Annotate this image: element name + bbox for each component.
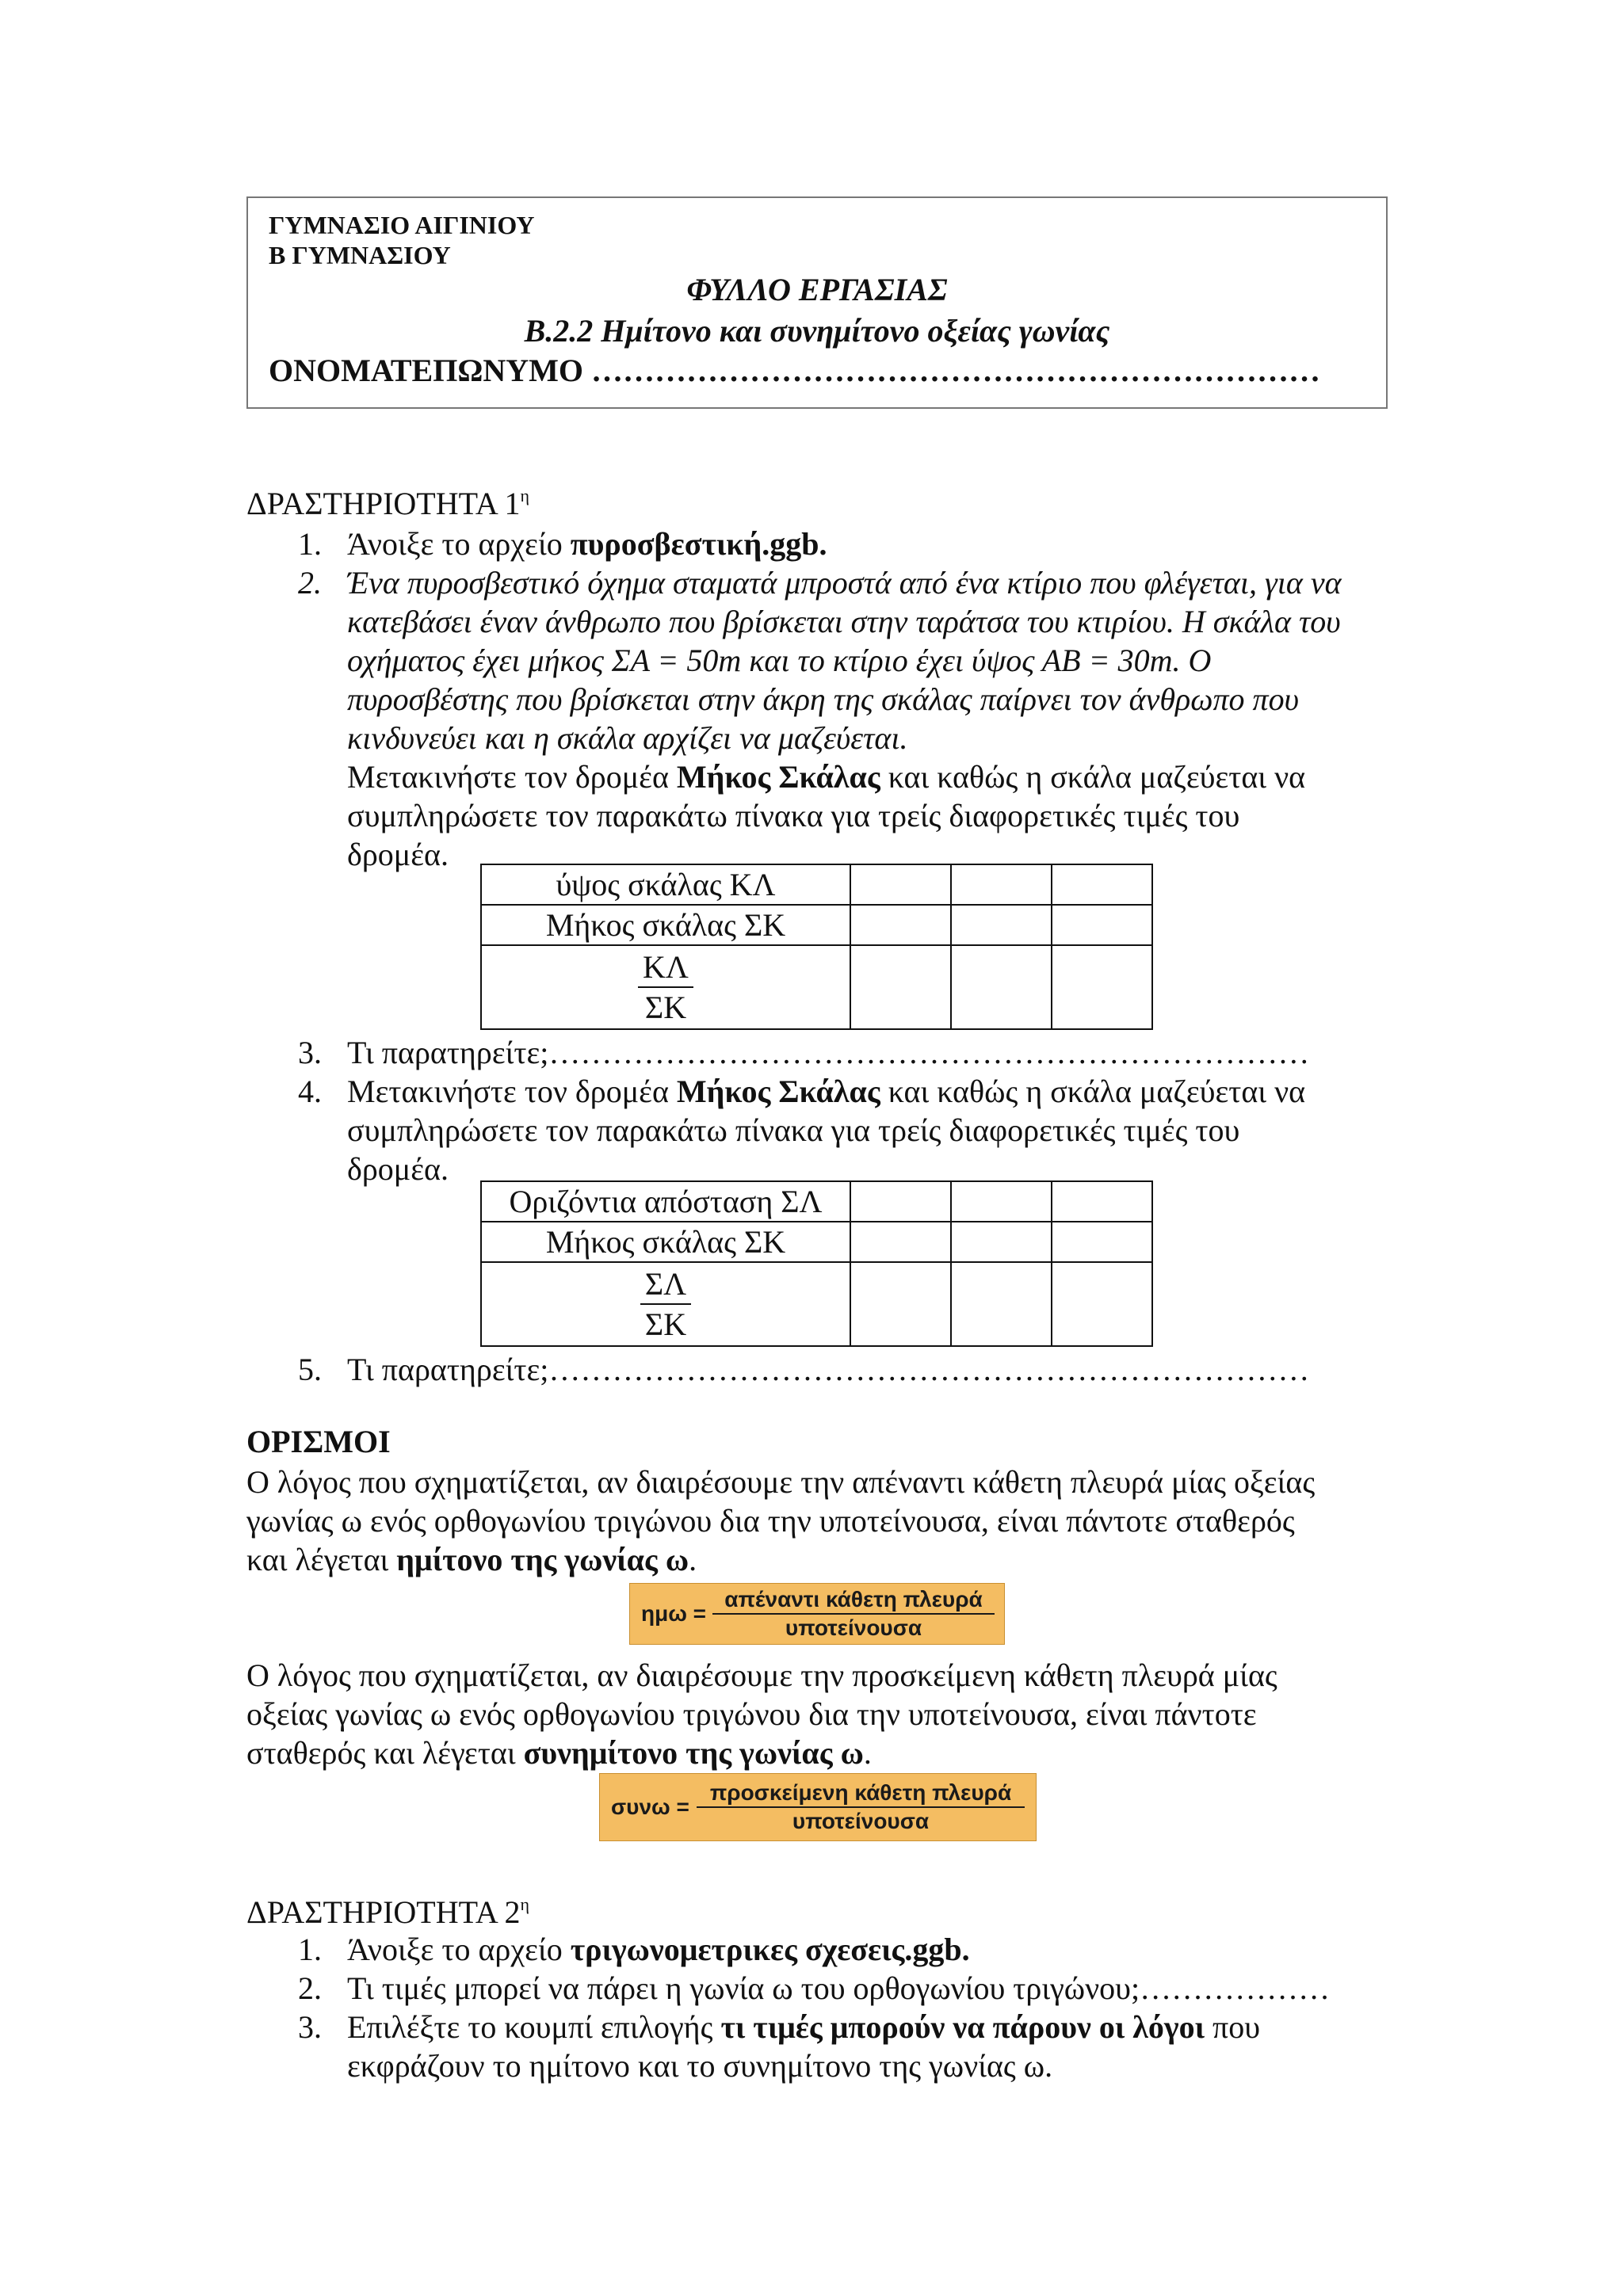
row-label-fraction: [481, 945, 850, 1029]
answer-cell[interactable]: [1052, 905, 1152, 945]
lesson-title: Β.2.2 Ημίτονο και συνημίτονο οξείας γωνίας: [524, 313, 1110, 349]
answer-cell[interactable]: [951, 864, 1052, 905]
answer-cell[interactable]: [1052, 1262, 1152, 1346]
answer-cell[interactable]: [951, 1181, 1052, 1222]
sheet-title: ΦΥΛΛΟ ΕΡΓΑΣΙΑΣ: [686, 272, 948, 307]
table-row: [481, 864, 1152, 905]
school-name: ΓΥΜΝΑΣΙΟ ΑΙΓΙΝΙΟΥ: [269, 211, 535, 239]
cos-pre: σταθερός και λέγεται: [246, 1735, 524, 1771]
fraction-denominator: ΣΚ: [644, 990, 687, 1025]
a1-step-1-num: 1.: [298, 526, 322, 562]
a1-step-2-instruction-line2: συμπληρώσετε τον παρακάτω πίνακα για τρείς διαφορετικές τιμές του: [347, 798, 1240, 833]
a1-step-3-text[interactable]: Τι παρατηρείτε;………………………………………………………………: [347, 1035, 1310, 1070]
fraction-numerator: ΚΛ: [638, 948, 693, 988]
answer-cell[interactable]: [850, 1262, 951, 1346]
fraction-denominator: ΣΚ: [644, 1306, 687, 1342]
name-label: ΟΝΟΜΑΤΕΠΩΝΥΜΟ: [269, 353, 584, 388]
answer-cell[interactable]: [850, 864, 951, 905]
sine-pre: και λέγεται: [246, 1542, 397, 1577]
a2-step-3-post: που: [1205, 2009, 1261, 2045]
a1-step-2-line: κατεβάσει έναν άνθρωπο που βρίσκεται στην ταράτσα του κτιρίου. Η σκάλα του: [347, 604, 1341, 639]
a1-step-4-instruction: [347, 1072, 1409, 1111]
header-box: [246, 196, 1388, 409]
cosine-definition: [246, 1656, 1388, 1772]
instr-post: και καθώς η σκάλα μαζεύεται να: [880, 759, 1306, 795]
a2-step-3-pre: Επιλέξτε το κουμπί επιλογής: [347, 2009, 721, 2045]
a1-step-2-line: οχήματος έχει μήκος ΣΑ = 50m και το κτίριο έχει ύψος ΑΒ = 30m. Ο: [347, 643, 1212, 678]
cosine-formula-lhs: συνω =: [611, 1794, 689, 1819]
cosine-formula: [599, 1773, 1037, 1841]
row-label-fraction: [481, 1262, 850, 1346]
a2-step-1-file: τριγωνομετρικες σχεσεις.ggb.: [570, 1932, 970, 1967]
a1-step-2-line: πυροσβέστης που βρίσκεται στην άκρη της σκάλας παίρνει τον άνθρωπο που: [347, 681, 1299, 717]
activity-1-title-text: ΔΡΑΣΤΗΡΙΟΤΗΤΑ 1: [246, 486, 521, 521]
cosine-term: συνημίτονο της γωνίας ω: [523, 1735, 864, 1771]
a1-step-2-instruction-line3: δρομέα.: [347, 837, 449, 872]
name-dots: ……………………………………………………………: [591, 353, 1321, 388]
table-distance-ratio: [480, 1180, 1153, 1347]
sine-formula-denominator: υποτείνουσα: [785, 1615, 922, 1640]
a1-step-5-text[interactable]: Τι παρατηρείτε;………………………………………………………………: [347, 1352, 1310, 1387]
row-label-length: Μήκος σκάλας ΣΚ: [481, 905, 850, 945]
answer-cell[interactable]: [951, 1262, 1052, 1346]
activity-2-title: [246, 1894, 529, 1931]
cosine-definition-line: οξείας γωνίας ω ενός ορθογωνίου τριγώνου δια την υποτείνουσα, είναι πάντοτε: [246, 1696, 1257, 1732]
cosine-formula-denominator: υποτείνουσα: [792, 1809, 930, 1833]
a1-step-3-num: 3.: [298, 1035, 322, 1070]
answer-cell[interactable]: [1052, 1222, 1152, 1262]
a1-step-2-line: κινδυνεύει και η σκάλα αρχίζει να μαζεύεται.: [347, 720, 908, 756]
fraction-numerator: ΣΛ: [640, 1264, 691, 1305]
fraction-kl-sk: [638, 948, 693, 1027]
sine-definition-line: Ο λόγος που σχηματίζεται, αν διαιρέσουμε την απέναντι κάθετη πλευρά μίας οξείας: [246, 1464, 1316, 1500]
instr-post: και καθώς η σκάλα μαζεύεται να: [880, 1074, 1306, 1109]
answer-cell[interactable]: [850, 1181, 951, 1222]
table-row: [481, 1181, 1152, 1222]
a1-step-2-line: Ένα πυροσβεστικό όχημα σταματά μπροστά από ένα κτίριο που φλέγεται, για να: [347, 565, 1342, 601]
row-label-height: ύψος σκάλας ΚΛ: [481, 864, 850, 905]
answer-cell[interactable]: [1052, 864, 1152, 905]
fraction-sl-sk: [640, 1264, 691, 1344]
sine-definition-last: [246, 1540, 1388, 1579]
option-button-name: τι τιμές μπορούν να πάρουν οι λόγοι: [720, 2009, 1205, 2045]
a2-step-3-line2: εκφράζουν το ημίτονο και το συνημίτονο της γωνίας ω.: [347, 2048, 1053, 2084]
table-row: [481, 1262, 1152, 1346]
sine-term: ημίτονο της γωνίας ω: [396, 1542, 689, 1577]
row-label-length: Μήκος σκάλας ΣΚ: [481, 1222, 850, 1262]
sine-post: .: [689, 1542, 697, 1577]
answer-cell[interactable]: [850, 945, 951, 1029]
sine-formula-numerator: απέναντι κάθετη πλευρά: [712, 1586, 995, 1615]
answer-cell[interactable]: [1052, 945, 1152, 1029]
a1-step-4-num: 4.: [298, 1074, 322, 1109]
cosine-definition-last: [246, 1733, 1388, 1772]
sine-formula-fraction: [712, 1586, 995, 1642]
table-row: [481, 945, 1152, 1029]
table-row: [481, 905, 1152, 945]
sine-definition: [246, 1463, 1388, 1579]
sine-formula-lhs: ημω =: [641, 1601, 707, 1626]
a1-step-1-text: Άνοιξε το αρχείο: [347, 526, 571, 562]
answer-cell[interactable]: [951, 905, 1052, 945]
activity-1-title: [246, 485, 529, 522]
a1-step-5-num: 5.: [298, 1352, 322, 1387]
a1-step-2-instruction: [347, 757, 1409, 796]
student-name-line: [269, 352, 1320, 389]
a1-step-2-num: 2.: [298, 565, 322, 601]
row-label-distance: Οριζόντια απόσταση ΣΛ: [481, 1181, 850, 1222]
a2-step-3-line1: [347, 2008, 1409, 2046]
sine-definition-line: γωνίας ω ενός ορθογωνίου τριγώνου δια την υποτείνουσα, είναι πάντοτε σταθερός: [246, 1503, 1295, 1539]
instr-pre: Μετακινήστε τον δρομέα: [347, 759, 677, 795]
table-row: [481, 1222, 1152, 1262]
slider-name: Μήκος Σκάλας: [676, 759, 880, 795]
a2-step-1-text: Άνοιξε το αρχείο: [347, 1932, 571, 1967]
grade-label: Β ΓΥΜΝΑΣΙΟΥ: [269, 241, 451, 269]
slider-name: Μήκος Σκάλας: [676, 1074, 880, 1109]
a2-step-2-num: 2.: [298, 1970, 322, 2006]
cosine-definition-line: Ο λόγος που σχηματίζεται, αν διαιρέσουμε την προσκείμενη κάθετη πλευρά μίας: [246, 1657, 1277, 1693]
answer-cell[interactable]: [951, 1222, 1052, 1262]
a2-step-1-num: 1.: [298, 1932, 322, 1967]
a1-step-1-file: πυροσβεστική.ggb.: [570, 526, 827, 562]
activity-2-title-text: ΔΡΑΣΤΗΡΙΟΤΗΤΑ 2: [246, 1894, 521, 1930]
sine-formula: [629, 1583, 1005, 1645]
cos-post: .: [863, 1735, 872, 1771]
a1-step-4-instruction-line2: συμπληρώσετε τον παρακάτω πίνακα για τρείς διαφορετικές τιμές του: [347, 1112, 1240, 1148]
answer-cell[interactable]: [951, 945, 1052, 1029]
table-height-ratio: [480, 864, 1153, 1030]
definitions-title: ΟΡΙΣΜΟΙ: [246, 1424, 391, 1459]
answer-cell[interactable]: [850, 905, 951, 945]
instr-pre: Μετακινήστε τον δρομέα: [347, 1074, 677, 1109]
answer-cell[interactable]: [1052, 1181, 1152, 1222]
activity-1-title-sup: η: [520, 486, 530, 505]
activity-2-title-sup: η: [520, 1894, 530, 1914]
a2-step-2-text[interactable]: Τι τιμές μπορεί να πάρει η γωνία ω του ορθογωνίου τριγώνου;………………: [347, 1970, 1331, 2006]
cosine-formula-fraction: [697, 1779, 1025, 1835]
answer-cell[interactable]: [850, 1222, 951, 1262]
a1-step-4-instruction-line3: δρομέα.: [347, 1151, 449, 1187]
cosine-formula-numerator: προσκείμενη κάθετη πλευρά: [697, 1779, 1025, 1808]
a2-step-3-num: 3.: [298, 2009, 322, 2045]
